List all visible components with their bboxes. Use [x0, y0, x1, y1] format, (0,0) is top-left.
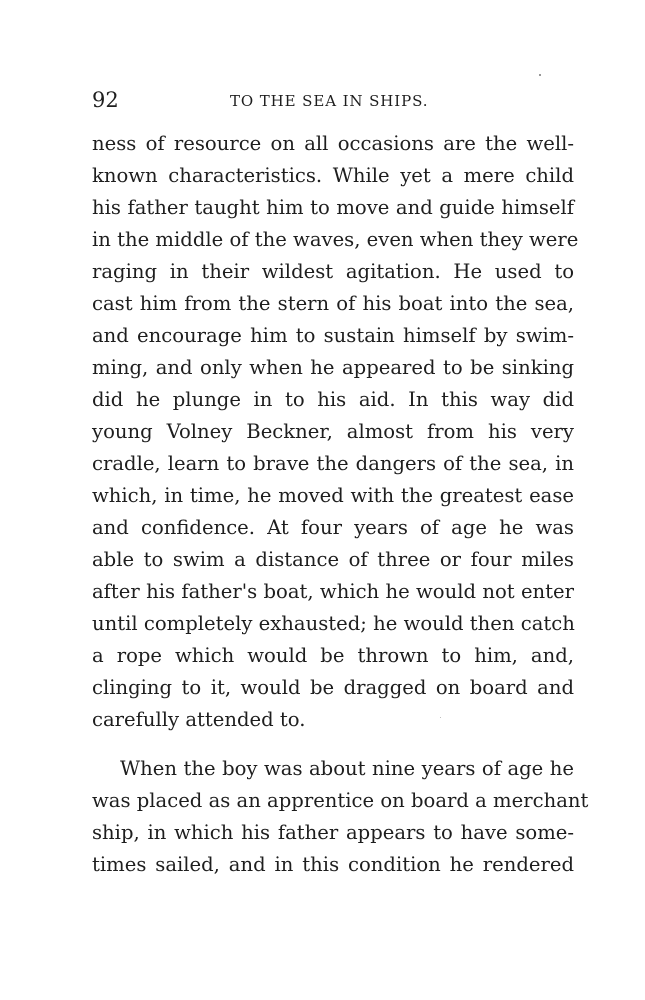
- text-line: and confidence. At four years of age he was: [92, 516, 574, 539]
- text-line: ship, in which his father appears to have some-: [92, 821, 574, 844]
- text-line: known characteristics. While yet a mere child: [92, 164, 574, 187]
- paper-speck: [539, 74, 541, 76]
- text-line: carefully attended to.: [92, 708, 306, 731]
- text-line: a rope which would be thrown to him, and,: [92, 644, 574, 667]
- text-line: able to swim a distance of three or four miles: [92, 548, 574, 571]
- text-line: after his father's boat, which he would not enter: [92, 580, 574, 603]
- running-head: [92, 86, 562, 114]
- body-text: [92, 128, 589, 881]
- text-line: in the middle of the waves, even when they were: [92, 228, 579, 251]
- paragraph: [92, 128, 579, 736]
- text-line: did he plunge in to his aid. In this way did: [92, 388, 574, 411]
- text-line: cradle, learn to brave the dangers of the sea, in: [92, 452, 574, 475]
- text-line: and encourage him to sustain himself by swim-: [92, 324, 574, 347]
- text-line: ming, and only when he appeared to be sinking: [92, 356, 574, 379]
- paragraph: [92, 753, 589, 881]
- text-line: which, in time, he moved with the greatest ease: [92, 484, 574, 507]
- text-line: young Volney Beckner, almost from his very: [92, 420, 574, 443]
- text-line: cast him from the stern of his boat into the sea,: [92, 292, 574, 315]
- page-number: 92: [92, 88, 119, 112]
- text-line: When the boy was about nine years of age he: [120, 757, 574, 780]
- running-title: TO THE SEA IN SHIPS.: [230, 92, 429, 110]
- text-line: was placed as an apprentice on board a merchant: [92, 789, 589, 812]
- text-line: his father taught him to move and guide himself: [92, 196, 574, 219]
- paragraph-gap: [92, 736, 574, 753]
- paper-speck: [440, 717, 441, 718]
- text-line: clinging to it, would be dragged on board and: [92, 676, 574, 699]
- text-line: until completely exhausted; he would then catch: [92, 612, 575, 635]
- text-line: times sailed, and in this condition he rendered: [92, 853, 574, 876]
- text-line: ness of resource on all occasions are the well-: [92, 132, 574, 155]
- text-line: raging in their wildest agitation. He used to: [92, 260, 574, 283]
